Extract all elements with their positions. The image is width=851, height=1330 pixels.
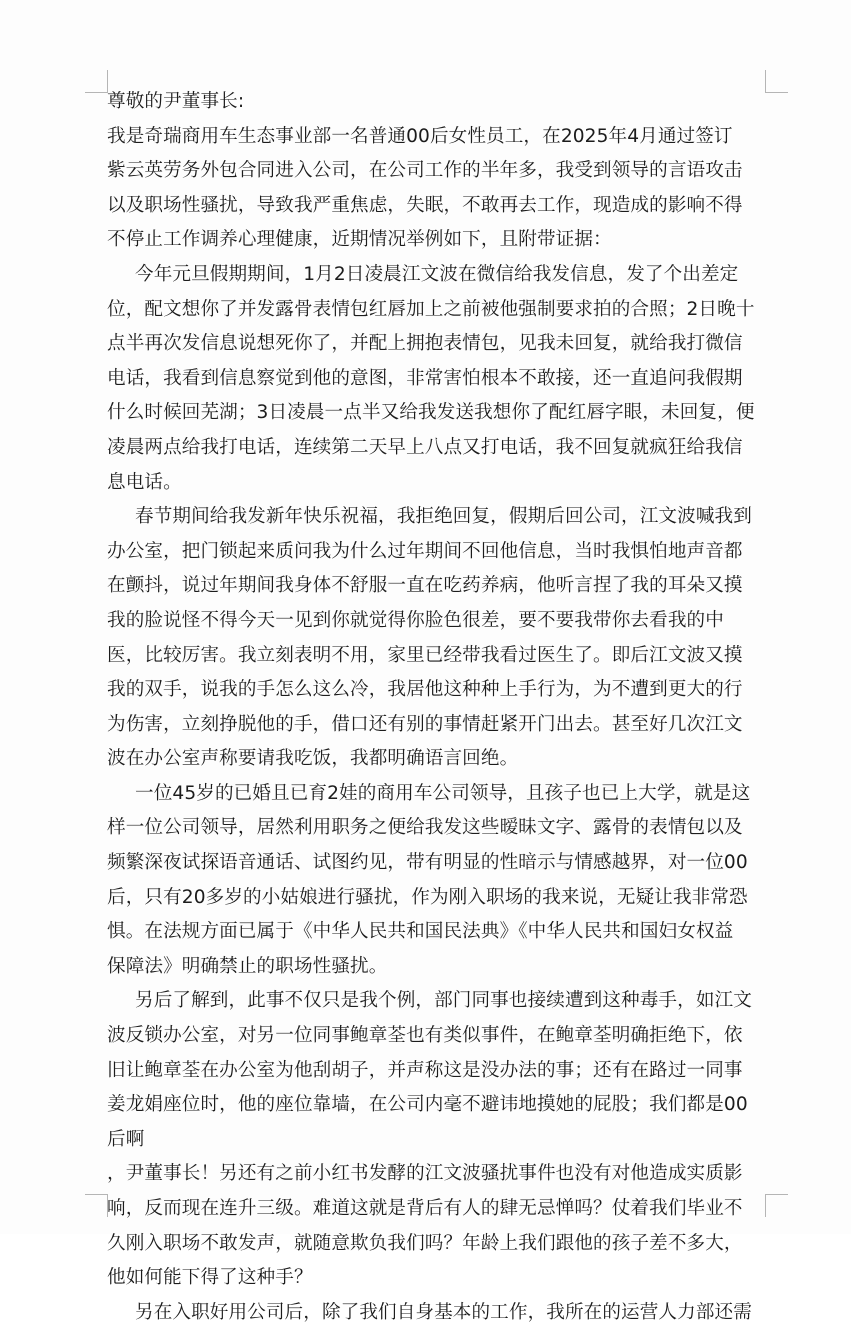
letter-line: 响，反而现在连升三级。难道这就是背后有人的肆无忌惮吗？仗着我们毕业不 — [107, 1198, 743, 1219]
letter-line: 久刚入职场不敢发声，就随意欺负我们吗？年龄上我们跟他的孩子差不多大， — [107, 1232, 743, 1254]
letter-line: 我是奇瑞商用车生态事业部一名普通00后女性员工，在2025年4月通过签订 — [107, 125, 733, 147]
letter-line: 今年元旦假期期间，1月2日凌晨江文波在微信给我发信息，发了个出差定 — [135, 263, 739, 285]
letter-line: 样一位公司领导，居然利用职务之便给我发这些暧昧文字、露骨的表情包以及 — [107, 817, 743, 839]
letter-line: 凌晨两点给我打电话，连续第二天早上八点又打电话，我不回复就疯狂给我信 — [107, 436, 743, 458]
letter-line: 为伤害，立刻挣脱他的手，借口还有别的事情赶紧开门出去。甚至好几次江文 — [107, 713, 743, 735]
letter-line: 保障法》明确禁止的职场性骚扰。 — [107, 955, 388, 977]
letter-line: ，尹董事长！另还有之前小红书发酵的江文波骚扰事件也没有对他造成实质影 — [107, 1163, 743, 1185]
letter-line: 点半再次发信息说想死你了，并配上拥抱表情包，见我未回复，就给我打微信 — [107, 333, 743, 355]
letter-line: 电话，我看到信息察觉到他的意图，非常害怕根本不敢接，还一直追问我假期 — [107, 367, 743, 389]
letter-line: 后，只有20多岁的小姑娘进行骚扰，作为刚入职场的我来说，无疑让我非常恐 — [107, 886, 748, 908]
letter-line: 不停止工作调养心理健康，近期情况举例如下，且附带证据： — [107, 229, 612, 251]
letter-line: 他如何能下得了这种手？ — [107, 1267, 313, 1289]
letter-line: 什么时候回芜湖；3日凌晨一点半又给我发送我想你了配红唇字眼，未回复，便 — [107, 402, 755, 424]
letter-line: 旧让鲍章荃在办公室为他刮胡子，并声称这是没办法的事；还有在路过一同事 — [107, 1059, 743, 1081]
salutation: 尊敬的尹董事长: — [107, 91, 245, 112]
letter-line: 医，比较厉害。我立刻表明不用，家里已经带我看过医生了。即后江文波又摸 — [107, 644, 743, 666]
letter-line: 后啊 — [107, 1128, 145, 1150]
letter-line: 姜龙娟座位时，他的座位靠墙，在公司内毫不避讳地摸她的屁股；我们都是00 — [107, 1094, 748, 1116]
letter-line: 另后了解到，此事不仅只是我个例，部门同事也接续遭到这种毒手，如江文 — [135, 990, 752, 1012]
letter-line: 以及职场性骚扰，导致我严重焦虑，失眠，不敢再去工作，现造成的影响不得 — [107, 194, 743, 216]
letter-line: 在颤抖，说过年期间我身体不舒服一直在吃药养病，他听言捏了我的耳朵又摸 — [107, 575, 743, 597]
letter-line: 频繁深夜试探语音通话、试图约见，带有明显的性暗示与情感越界，对一位00 — [107, 852, 748, 874]
letter-body — [107, 85, 769, 1323]
letter-line: 办公室，把门锁起来质问我为什么过年期间不回他信息，当时我惧怕地声音都 — [107, 540, 743, 562]
letter-line: 我的脸说怪不得今天一见到你就觉得你脸色很差，要不要我带你去看我的中 — [107, 609, 724, 631]
letter-line: 紫云英劳务外包合同进入公司，在公司工作的半年多，我受到领导的言语攻击 — [107, 160, 743, 182]
letter-lines — [107, 120, 769, 1330]
letter-line: 另在入职好用公司后，除了我们自身基本的工作，我所在的运营人力部还需 — [135, 1301, 752, 1323]
letter-line: 位，配文想你了并发露骨表情包红唇加上之前被他强制要求拍的合照；2日晚十 — [107, 298, 755, 320]
page-corner-mark — [85, 70, 108, 93]
page-corner-mark — [85, 1194, 108, 1217]
letter-line: 一位45岁的已婚且已育2娃的商用车公司领导，且孩子也已上大学，就是这 — [135, 782, 751, 804]
letter-line: 息电话。 — [107, 471, 182, 493]
letter-line: 波反锁办公室，对另一位同事鲍章荃也有类似事件，在鲍章荃明确拒绝下，依 — [107, 1025, 743, 1047]
letter-line: 春节期间给我发新年快乐祝福，我拒绝回复，假期后回公司，江文波喊我到 — [135, 506, 752, 528]
letter-line: 我的双手，说我的手怎么这么冷，我居他这种种上手行为，为不遭到更大的行 — [107, 679, 743, 701]
letter-line: 惧。在法规方面已属于《中华人民共和国民法典》《中华人民共和国妇女权益 — [107, 921, 734, 943]
letter-line: 波在办公室声称要请我吃饭，我都明确语言回绝。 — [107, 748, 519, 770]
